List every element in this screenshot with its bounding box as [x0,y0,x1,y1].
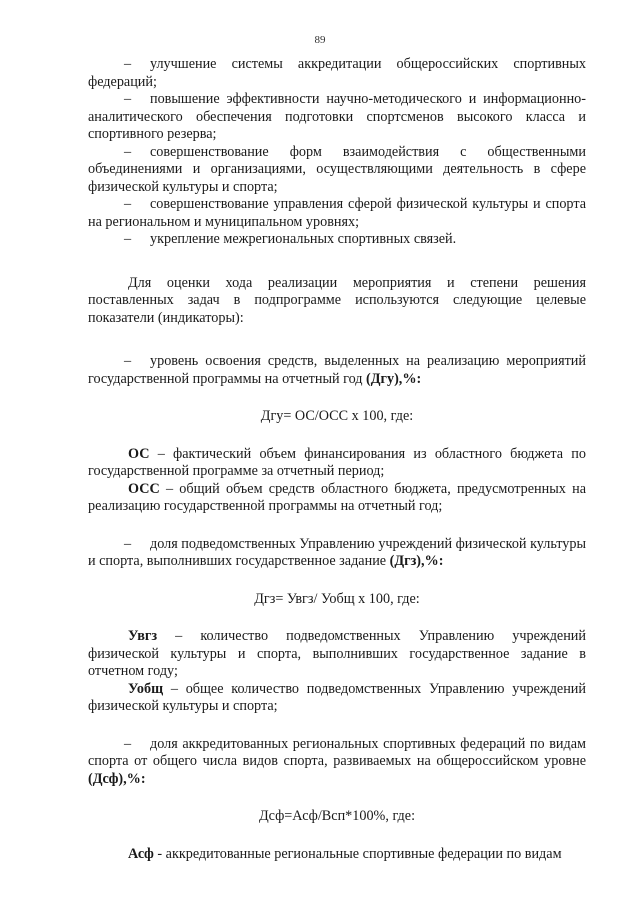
formula: Дгз= Увгз/ Уобщ х 100, где: [254,590,420,607]
bullet-text: улучшение системы аккредитации общероссийских спортивных федераций; [88,56,586,90]
dash-marker: – [124,353,132,369]
dash-marker: – [124,196,132,212]
page-number: 89 [314,34,326,46]
indicator-code: (Дгз),%: [389,553,444,569]
definition-term: Уобщ [128,680,164,697]
bullet-text: совершенствование управления сферой физической культуры и спорта на региональном и муниципальном уровнях; [88,196,586,230]
definition [88,628,586,681]
dash-marker: – [124,231,132,247]
definition-text: – фактический объем финансирования из областного бюджета по государственной программе за отчетный период; [88,445,586,479]
bullet-item [88,144,586,197]
dash-marker: – [124,535,132,552]
formula: Дгу= ОС/ОСС х 100, где: [260,408,414,424]
bullet-text: совершенствование форм взаимодействия с общественными объединениями и организациями, осуществляющими деятельность в сфере физической культуры и спорта; [88,143,586,195]
definition [88,446,586,481]
indicator-text: уровень освоения средств, выделенных на реализацию мероприятий государственной программы на отчетный год [88,353,586,387]
definition-text: – общий объем средств областного бюджета, предусмотренных на реализацию государственной программы на отчетный год; [88,480,586,514]
document-body [88,56,586,863]
indicator-item [88,736,586,789]
bullet-text: укрепление межрегиональных спортивных связей. [150,231,457,247]
bullet-item [88,56,586,91]
definition-term: ОСС [128,480,160,497]
dash-marker: – [124,56,132,72]
indicator-item [88,353,586,388]
definition [88,481,586,516]
definition [88,846,586,864]
indicator-text: доля аккредитованных региональных спортивных федераций по видам спорта от общего числа видов спорта, развиваемых на общероссийском уровне [88,735,586,769]
indicator-code: (Дгу),%: [366,370,422,387]
definition [88,681,586,716]
dash-marker: – [124,91,132,107]
indicator-item [88,536,586,571]
dash-marker: – [124,735,132,752]
formula: Дсф=Асф/Всп*100%, где: [258,808,416,824]
definition-text: - аккредитованные региональные спортивные федерации по видам [153,845,562,862]
indicator-text: доля подведомственных Управлению учреждений физической культуры и спорта, выполнивших государственное задание [88,535,586,569]
definition-term: ОС [128,445,150,462]
intro-paragraph: Для оценки хода реализации мероприятия и степени решения поставленных задач в подпрограмме используются следующие целевые показатели (индикаторы): [88,274,586,326]
dash-marker: – [124,143,132,160]
definition-text: – общее количество подведомственных Управлению учреждений физической культуры и спорта; [88,680,586,714]
indicator-code: (Дсф),%: [88,770,146,787]
bullet-text: повышение эффективности научно-методического и информационно-аналитического обеспечения подготовки спортсменов высокого класса и спортивного резерва; [88,91,586,142]
definition-term: Увгз [128,628,158,644]
definition-term: Асф [128,845,154,862]
bullet-item [88,231,586,249]
definition-text: – количество подведомственных Управлению учреждений физической культуры и спорта, выполнивших государственное задание в отчетном году; [88,628,586,679]
bullet-item [88,91,586,144]
bullet-item [88,196,586,231]
